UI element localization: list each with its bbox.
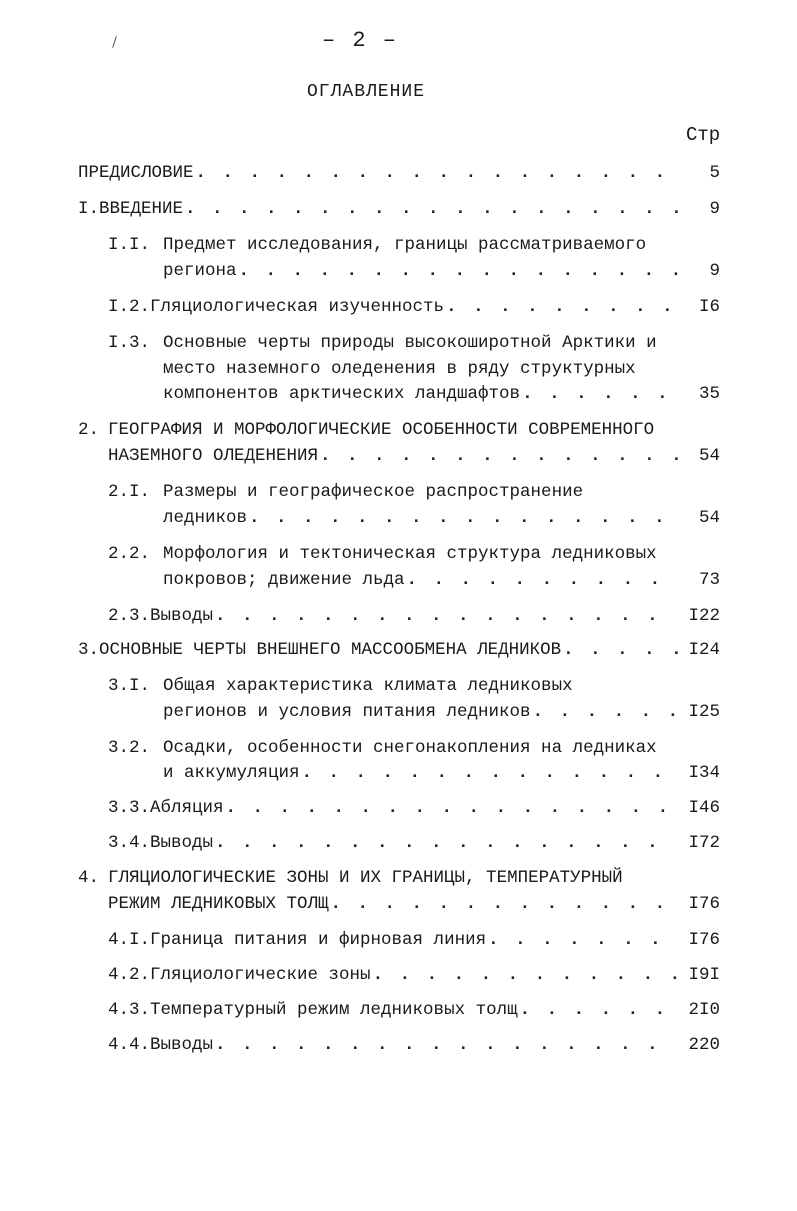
toc-entry-number: 4. xyxy=(78,868,100,888)
toc-page-number: I24 xyxy=(688,640,720,660)
page-column-label: Стр xyxy=(686,124,721,146)
toc-entry-4-1[interactable] xyxy=(108,927,720,953)
toc-page-number: 5 xyxy=(709,163,720,183)
toc-entry-text: ВВЕДЕНИЕ xyxy=(99,199,184,219)
toc-leader-dots xyxy=(226,795,678,821)
toc-entry-2-2-line1[interactable] xyxy=(108,541,720,567)
toc-entry-number: I. xyxy=(78,199,100,219)
toc-entry-3-2-line2[interactable] xyxy=(163,760,720,786)
toc-entry-text: место наземного оледенения в ряду структурных xyxy=(163,359,636,379)
toc-leader-dots xyxy=(215,603,678,629)
toc-entry-text: Выводы xyxy=(150,606,214,626)
toc-entry-text: покровов; движение льда xyxy=(163,570,405,590)
toc-entry-number: 2.2. xyxy=(108,544,151,564)
toc-page-number: I22 xyxy=(688,606,720,626)
toc-entry-2-3[interactable] xyxy=(108,603,720,629)
toc-entry-text: Выводы xyxy=(150,833,214,853)
toc-entry-text: Осадки, особенности снегонакопления на ледниках xyxy=(163,738,657,758)
toc-leader-dots xyxy=(302,760,678,786)
toc-entry-text: регионов и условия питания ледников xyxy=(163,702,531,722)
toc-entry-text: ледников xyxy=(163,508,248,528)
toc-entry-chapter-2-line2[interactable] xyxy=(108,443,720,469)
toc-entry-number: 3. xyxy=(78,640,100,660)
toc-entry-text: Гляциологическая изученность xyxy=(150,297,445,317)
toc-page-number: 9 xyxy=(709,261,720,281)
toc-entry-text: ОСНОВНЫЕ ЧЕРТЫ ВНЕШНЕГО МАССООБМЕНА ЛЕДНИКОВ xyxy=(99,640,562,660)
toc-entry-chapter-4-line2[interactable] xyxy=(108,891,720,917)
toc-entry-2-1-line1[interactable] xyxy=(108,479,720,505)
toc-entry-text: Морфология и тектоническая структура ледниковых xyxy=(163,544,657,564)
toc-entry-chapter-4-line1[interactable] xyxy=(78,865,720,891)
toc-entry-chapter-1[interactable] xyxy=(78,196,720,222)
toc-leader-dots xyxy=(446,294,678,320)
toc-entry-text: компонентов арктических ландшафтов xyxy=(163,384,521,404)
toc-leader-dots xyxy=(215,830,678,856)
toc-leader-dots xyxy=(563,637,678,663)
toc-leader-dots xyxy=(249,505,678,531)
toc-entry-text: Гляциологические зоны xyxy=(150,965,371,985)
toc-entry-2-1-line2[interactable] xyxy=(163,505,720,531)
toc-entry-4-3[interactable] xyxy=(108,997,720,1023)
toc-entry-number: 2.I. xyxy=(108,482,151,502)
toc-page-number: I9I xyxy=(688,965,720,985)
toc-entry-text: Температурный режим ледниковых толщ xyxy=(150,1000,518,1020)
toc-entry-3-1-line2[interactable] xyxy=(163,699,720,725)
toc-leader-dots xyxy=(488,927,678,953)
toc-leader-dots xyxy=(522,381,678,407)
toc-leader-dots xyxy=(331,891,678,917)
toc-leader-dots xyxy=(185,196,678,222)
toc-entry-number: 3.I. xyxy=(108,676,151,696)
toc-entry-3-4[interactable] xyxy=(108,830,720,856)
toc-entry-text: Выводы xyxy=(150,1035,214,1055)
toc-leader-dots xyxy=(533,699,678,725)
toc-leader-dots xyxy=(215,1032,678,1058)
toc-entry-1-3-line1[interactable] xyxy=(108,330,720,356)
toc-entry-number: 3.2. xyxy=(108,738,151,758)
toc-page-number: I76 xyxy=(688,930,720,950)
toc-entry-number: 4.I. xyxy=(108,930,151,950)
toc-entry-1-2[interactable] xyxy=(108,294,720,320)
toc-leader-dots xyxy=(320,443,678,469)
toc-entry-text: региона xyxy=(163,261,237,281)
toc-entry-text: ГЛЯЦИОЛОГИЧЕСКИЕ ЗОНЫ И ИХ ГРАНИЦЫ, ТЕМПЕРАТУРНЫЙ xyxy=(108,868,623,888)
toc-entry-chapter-3[interactable] xyxy=(78,637,720,663)
toc-entry-chapter-2-line1[interactable] xyxy=(78,417,720,443)
toc-entry-2-2-line2[interactable] xyxy=(163,567,720,593)
toc-leader-dots xyxy=(196,160,678,186)
toc-entry-1-1-line2[interactable] xyxy=(163,258,720,284)
toc-entry-3-2-line1[interactable] xyxy=(108,735,720,761)
toc-entry-number: 2.3. xyxy=(108,606,151,626)
toc-entry-number: 3.3. xyxy=(108,798,151,818)
toc-leader-dots xyxy=(520,997,678,1023)
toc-entry-text: НАЗЕМНОГО ОЛЕДЕНЕНИЯ xyxy=(108,446,319,466)
toc-entry-text: ПРЕДИСЛОВИЕ xyxy=(78,163,194,183)
toc-entry-preface[interactable] xyxy=(78,160,720,186)
toc-page-number: I6 xyxy=(698,297,720,317)
page-title: ОГЛАВЛЕНИЕ xyxy=(306,82,426,102)
toc-entry-number: 4.4. xyxy=(108,1035,151,1055)
toc-entry-text: Предмет исследования, границы рассматриваемого xyxy=(163,235,647,255)
toc-leader-dots xyxy=(373,962,678,988)
toc-entry-4-4[interactable] xyxy=(108,1032,720,1058)
toc-entry-1-3-line3[interactable] xyxy=(163,381,720,407)
toc-entry-text: Основные черты природы высокоширотной Арктики и xyxy=(163,333,657,353)
toc-entry-number: 3.4. xyxy=(108,833,151,853)
toc-page-number: 73 xyxy=(698,570,720,590)
toc-entry-number: 2. xyxy=(78,420,100,440)
toc-entry-number: I.2. xyxy=(108,297,151,317)
toc-page-number: 2I0 xyxy=(688,1000,720,1020)
toc-entry-text: и аккумуляция xyxy=(163,763,300,783)
toc-page-number: I34 xyxy=(688,763,720,783)
toc-page-number: 35 xyxy=(698,384,720,404)
toc-entry-text: Общая характеристика климата ледниковых xyxy=(163,676,573,696)
toc-entry-number: 4.3. xyxy=(108,1000,151,1020)
toc-page-number: I46 xyxy=(688,798,720,818)
toc-entry-text: ГЕОГРАФИЯ И МОРФОЛОГИЧЕСКИЕ ОСОБЕННОСТИ СОВРЕМЕННОГО xyxy=(108,420,655,440)
toc-page-number: 54 xyxy=(698,508,720,528)
toc-entry-text: Граница питания и фирновая линия xyxy=(150,930,487,950)
toc-page-number: 9 xyxy=(709,199,720,219)
toc-leader-dots xyxy=(407,567,678,593)
toc-leader-dots xyxy=(239,258,678,284)
toc-entry-text: РЕЖИМ ЛЕДНИКОВЫХ ТОЛЩ xyxy=(108,894,329,914)
toc-entry-3-1-line1[interactable] xyxy=(108,673,720,699)
toc-page-number: 220 xyxy=(688,1035,720,1055)
toc-entry-number: 4.2. xyxy=(108,965,151,985)
toc-page-number: 54 xyxy=(698,446,720,466)
toc-page-number: I72 xyxy=(688,833,720,853)
toc-entry-number: I.3. xyxy=(108,333,151,353)
toc-page-number: I76 xyxy=(688,894,720,914)
toc-entry-number: I.I. xyxy=(108,235,151,255)
toc-entry-3-3[interactable] xyxy=(108,795,720,821)
toc-page-number: I25 xyxy=(688,702,720,722)
toc-entry-text: Абляция xyxy=(150,798,224,818)
toc-entry-1-1-line1[interactable] xyxy=(108,232,720,258)
page-number: – 2 – xyxy=(321,28,398,53)
toc-entry-1-3-line2[interactable] xyxy=(163,356,720,382)
toc-entry-text: Размеры и географическое распространение xyxy=(163,482,584,502)
toc-entry-4-2[interactable] xyxy=(108,962,720,988)
